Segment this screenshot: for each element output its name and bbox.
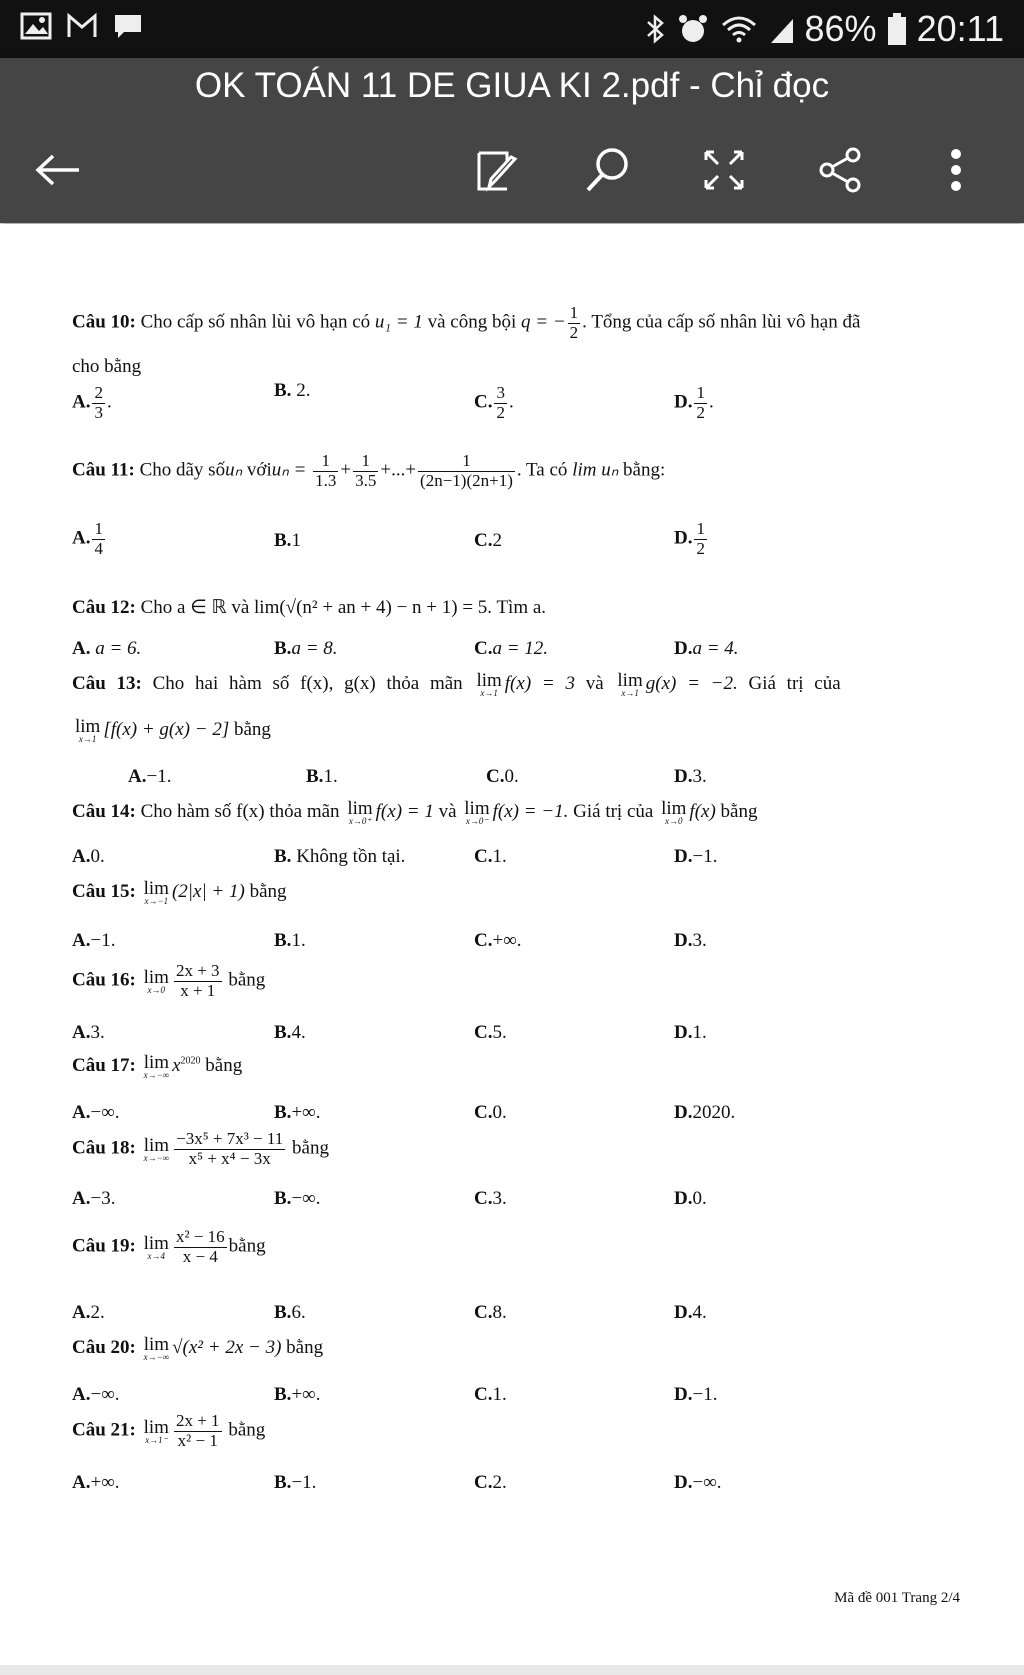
math-term: uₙ bbox=[225, 459, 243, 481]
question-13: Câu 13: Cho hai hàm số f(x), g(x) thỏa mãn lim x→1 f(x) = 3 và lim x→1 g(x) = −2. Giá trị của bbox=[72, 670, 841, 699]
question-13-line2: lim x→1 [f(x) + g(x) − 2] bằng bbox=[75, 716, 271, 745]
option-a: A.−1. bbox=[72, 930, 116, 951]
edit-button[interactable] bbox=[468, 140, 528, 200]
option-a: A.0. bbox=[72, 846, 105, 867]
question-10 bbox=[72, 304, 952, 342]
option-b: B.−1. bbox=[274, 1472, 317, 1493]
option-d: D. $\frac{1}{2}$ . bbox=[674, 383, 714, 422]
options-10 bbox=[72, 380, 952, 422]
option-b: B.+∞. bbox=[274, 1102, 321, 1123]
options-15 bbox=[72, 930, 952, 960]
option-a: A.2. bbox=[72, 1302, 105, 1323]
clock: 20:11 bbox=[916, 8, 1004, 49]
option-d: D.−1. bbox=[674, 846, 718, 867]
option-a: A.−3. bbox=[72, 1188, 116, 1209]
question-10-line2: cho bằng bbox=[72, 356, 142, 377]
app-toolbar bbox=[0, 58, 1024, 223]
question-text: Cho dãy số bbox=[139, 459, 226, 481]
question-label: Câu 19: bbox=[72, 1235, 136, 1257]
option-a: A.−∞. bbox=[72, 1102, 120, 1123]
options-19 bbox=[72, 1302, 952, 1332]
pdf-page[interactable] bbox=[0, 224, 1024, 1675]
option-c: C.5. bbox=[474, 1022, 507, 1043]
question-label: Câu 11: bbox=[72, 459, 135, 481]
gmail-icon bbox=[66, 12, 98, 40]
option-d: D. $\frac{1}{2}$ bbox=[674, 519, 705, 558]
option-b: B.4. bbox=[274, 1022, 306, 1043]
question-label: Câu 20: bbox=[72, 1336, 136, 1358]
option-c: C.2. bbox=[474, 1472, 507, 1493]
arrow-left-icon bbox=[33, 153, 83, 187]
question-text: Cho a ∈ ℝ và lim(√(n² + an + 4) − n + 1) = 5. Tìm a. bbox=[140, 597, 547, 618]
question-text: Cho cấp số nhân lùi vô hạn có bbox=[140, 311, 371, 333]
option-b: B.a = 8. bbox=[274, 638, 338, 659]
option-d: D.3. bbox=[674, 766, 707, 787]
option-b: B.1. bbox=[274, 930, 306, 951]
question-12 bbox=[72, 596, 952, 619]
option-a: A.−1. bbox=[128, 766, 172, 787]
question-label: Câu 12: bbox=[72, 597, 136, 618]
option-b: B.1 bbox=[274, 530, 301, 551]
question-label: Câu 13: bbox=[72, 672, 142, 694]
question-15: Câu 15: lim x→−1 (2|x| + 1) bằng bbox=[72, 878, 287, 907]
share-icon bbox=[817, 147, 863, 193]
question-11: Câu 11: Cho dãy sốuₙ vớiuₙ = $\frac{1}{1.3}$ + $\frac{1}{3.5}$ +...+ $\frac{1}{(2n-1)(2n+1)}$ . Ta có lim uₙ bằng: bbox=[72, 451, 666, 490]
question-label: Câu 21: bbox=[72, 1419, 136, 1441]
question-text: . Tổng của cấp số nhân lùi vô hạn đã bbox=[582, 311, 861, 333]
option-a: A. a = 6. bbox=[72, 638, 142, 659]
option-b: B.1. bbox=[306, 766, 338, 787]
option-d: D.1. bbox=[674, 1022, 707, 1043]
question-20: Câu 20: lim x→−∞ √(x² + 2x − 3) bằng bbox=[72, 1334, 324, 1363]
question-18: Câu 18: lim x→−∞ $\frac{\text{−3x⁵ + 7x³ − 11}}{\text{x⁵ + x⁴ − 3x}}$ bằng bbox=[72, 1129, 329, 1168]
math-term: uₙ = bbox=[271, 459, 307, 481]
options-13 bbox=[72, 766, 952, 796]
question-text: và công bội bbox=[427, 311, 517, 333]
options-18 bbox=[72, 1188, 952, 1218]
options-16 bbox=[72, 1022, 952, 1052]
question-text: và bbox=[585, 672, 604, 694]
option-b: B.+∞. bbox=[274, 1384, 321, 1405]
battery-icon bbox=[887, 12, 907, 46]
option-c: C.+∞. bbox=[474, 930, 522, 951]
math-term: u₁ = 1 bbox=[374, 311, 423, 333]
option-d: D.0. bbox=[674, 1188, 707, 1209]
question-17: Câu 17: lim x→−∞ $x^{2020}$ bằng bbox=[72, 1052, 243, 1081]
option-d: D.3. bbox=[674, 930, 707, 951]
option-c: C.a = 12. bbox=[474, 638, 549, 659]
option-b: B.−∞. bbox=[274, 1188, 321, 1209]
option-d: D.2020. bbox=[674, 1102, 736, 1123]
more-options-button[interactable] bbox=[926, 140, 986, 200]
question-16: Câu 16: lim x→0 $\frac{2x + 3}{x + 1}$ bằng bbox=[72, 961, 266, 1000]
option-c: C.2 bbox=[474, 530, 502, 551]
wifi-icon bbox=[719, 13, 759, 45]
option-a: A.3. bbox=[72, 1022, 105, 1043]
options-20 bbox=[72, 1384, 952, 1414]
option-c: C. $\frac{3}{2}$ . bbox=[474, 383, 514, 422]
question-label: Câu 10: bbox=[72, 311, 136, 333]
math-term: q = − bbox=[521, 311, 566, 333]
gallery-icon bbox=[20, 12, 52, 40]
question-label: Câu 17: bbox=[72, 1054, 136, 1076]
option-c: C.3. bbox=[474, 1188, 507, 1209]
options-17 bbox=[72, 1102, 952, 1132]
question-text: bằng: bbox=[623, 459, 666, 481]
options-21 bbox=[72, 1472, 952, 1502]
question-text: với bbox=[246, 459, 272, 481]
option-c: C.1. bbox=[474, 1384, 507, 1405]
question-text: Cho hai hàm số f(x), g(x) thỏa mãn bbox=[152, 672, 463, 694]
option-d: D.a = 4. bbox=[674, 638, 739, 659]
fraction: $\frac{1}{2}$ bbox=[569, 303, 579, 342]
fullscreen-icon bbox=[702, 148, 746, 192]
question-label: Câu 15: bbox=[72, 880, 136, 902]
options-11 bbox=[72, 519, 952, 558]
share-button[interactable] bbox=[810, 140, 870, 200]
page-footer: Mã đề 001 Trang 2/4 bbox=[834, 1590, 960, 1606]
option-d: D.−1. bbox=[674, 1384, 718, 1405]
options-12 bbox=[72, 638, 952, 668]
edit-pencil-icon bbox=[475, 147, 521, 193]
document-title: OK TOÁN 11 DE GIUA KI 2.pdf - Chỉ đọc bbox=[194, 66, 830, 105]
message-icon bbox=[112, 12, 144, 40]
option-a: A. $\frac{2}{3}$ . bbox=[72, 383, 112, 422]
question-text: Giá trị của bbox=[748, 672, 841, 694]
more-vertical-icon bbox=[949, 147, 963, 193]
option-d: D.4. bbox=[674, 1302, 707, 1323]
option-c: C.0. bbox=[474, 1102, 507, 1123]
question-label: Câu 18: bbox=[72, 1137, 136, 1159]
bottom-edge bbox=[0, 1665, 1024, 1675]
search-button[interactable] bbox=[578, 140, 638, 200]
question-21: Câu 21: lim x→1⁻ $\frac{2x + 1}{\text{x² − 1}}$ bằng bbox=[72, 1411, 266, 1450]
option-a: A.−∞. bbox=[72, 1384, 120, 1405]
option-b: B. 2. bbox=[274, 380, 311, 401]
question-14: Câu 14: Cho hàm số f(x) thỏa mãn lim x→0⁺ f(x) = 1 và lim x→0⁻ f(x) = −1. Giá trị của lim x→0 f(x) bằng bbox=[72, 798, 758, 827]
alarm-icon bbox=[677, 13, 709, 45]
option-a: A. $\frac{1}{4}$ bbox=[72, 519, 103, 558]
search-icon bbox=[584, 146, 632, 194]
question-text: Cho hàm số f(x) thỏa mãn bbox=[140, 800, 340, 822]
question-text: . Ta có bbox=[516, 459, 568, 481]
question-label: Câu 16: bbox=[72, 969, 136, 991]
option-c: C.1. bbox=[474, 846, 507, 867]
option-c: C.8. bbox=[474, 1302, 507, 1323]
fullscreen-button[interactable] bbox=[694, 140, 754, 200]
back-button[interactable] bbox=[28, 140, 88, 200]
option-c: C.0. bbox=[486, 766, 519, 787]
option-b: B.6. bbox=[274, 1302, 306, 1323]
bluetooth-icon bbox=[645, 13, 667, 45]
option-d: D.−∞. bbox=[674, 1472, 722, 1493]
signal-icon bbox=[769, 13, 795, 45]
question-19: Câu 19: lim x→4 $\frac{\text{x² − 16}}{x - 4}$ bằng bbox=[72, 1227, 266, 1266]
option-b: B. Không tồn tại. bbox=[274, 846, 406, 867]
option-a: A.+∞. bbox=[72, 1472, 120, 1493]
options-14 bbox=[72, 846, 952, 876]
battery-percent: 86% bbox=[804, 8, 877, 49]
math-term: lim uₙ bbox=[572, 459, 619, 481]
question-label: Câu 14: bbox=[72, 800, 136, 822]
status-bar bbox=[0, 0, 1024, 58]
